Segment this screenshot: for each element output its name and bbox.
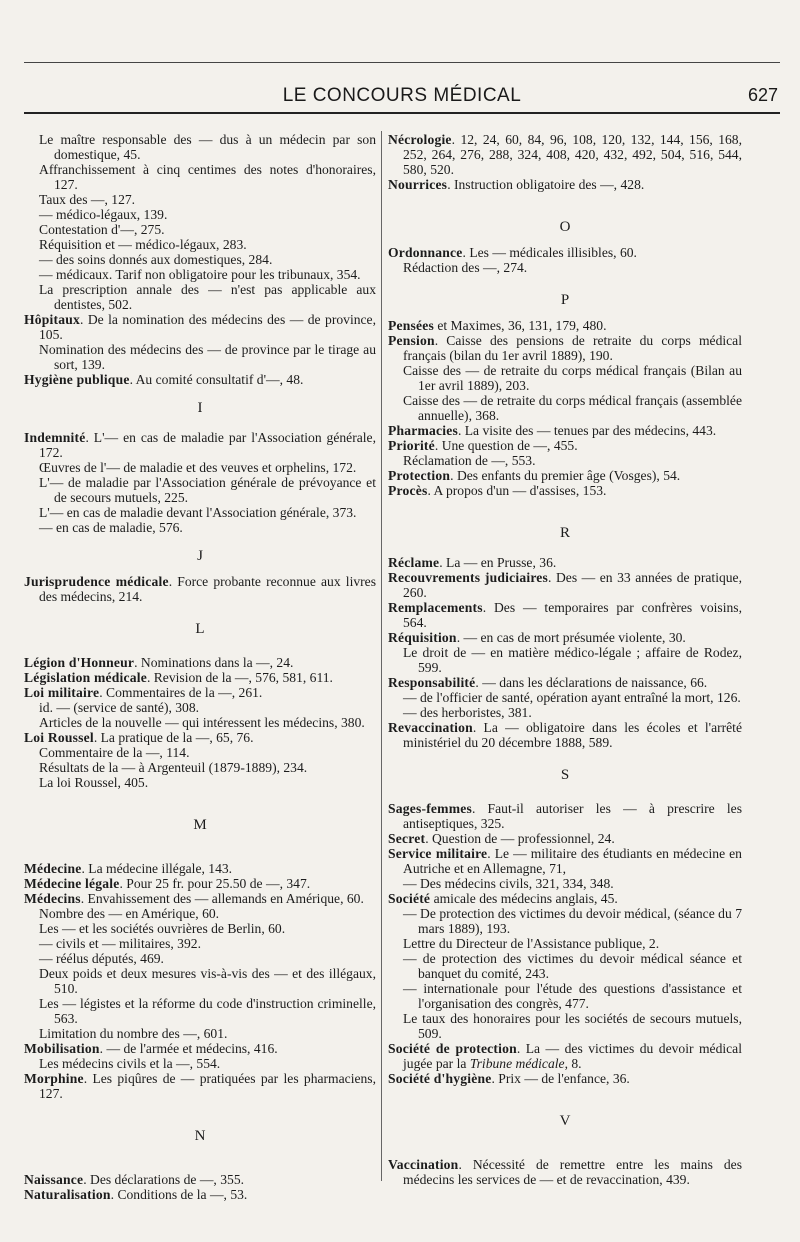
index-entry-pharmacies xyxy=(388,423,742,438)
entry-heading: Hôpitaux xyxy=(24,312,80,327)
entry-text: . De la nomination des médecins des — de province, 105. xyxy=(39,312,376,342)
entry-text: amicale des médecins anglais, 45. xyxy=(430,891,618,906)
index-entry-legion xyxy=(24,655,376,670)
entry-text: . Envahissement des — allemands en Amérique, 60. xyxy=(80,891,364,906)
index-subentry: Nomination des médecins des — de province par le tirage au sort, 139. xyxy=(39,342,376,372)
index-subentry: — des soins donnés aux domestiques, 284. xyxy=(39,252,273,267)
entry-text: . Question de — professionnel, 24. xyxy=(425,831,615,846)
index-subentry: — réélus députés, 469. xyxy=(39,951,164,966)
index-entry-requisition xyxy=(388,630,742,645)
index-subentry: Les — légistes et la réforme du code d'instruction criminelle, 563. xyxy=(39,996,376,1026)
entry-text: . — en cas de mort présumée violente, 30. xyxy=(456,630,686,645)
index-subentry: — de protection des victimes du devoir médical séance et banquet du comité, 243. xyxy=(403,951,742,981)
index-entry-hopitaux xyxy=(24,312,376,342)
index-entry-necrologie xyxy=(388,132,742,177)
index-subentry: La loi Roussel, 405. xyxy=(39,775,149,790)
left-column xyxy=(24,132,376,1202)
index-subentry: — en cas de maladie, 576. xyxy=(39,520,183,535)
entry-text: . A propos d'un — d'assises, 153. xyxy=(427,483,607,498)
section-letter-s: S xyxy=(560,767,570,783)
entry-heading: Procès xyxy=(388,483,428,498)
index-subentry: L'— en cas de maladie devant l'Association générale, 373. xyxy=(39,505,357,520)
index-subentry: L'— de maladie par l'Association générale de prévoyance et de secours mutuels, 225. xyxy=(39,475,376,505)
index-entry-naturalisation xyxy=(24,1187,376,1202)
running-title: LE CONCOURS MÉDICAL xyxy=(282,85,522,106)
entry-text: . Le — militaire des étudiants en médecine en Autriche et en Allemagne, 71, xyxy=(403,846,742,876)
entry-text: . Des — temporaires par confrères voisins, 564. xyxy=(403,600,742,630)
section-letter-l: L xyxy=(195,621,205,637)
index-subentry: Lettre du Directeur de l'Assistance publique, 2. xyxy=(403,936,660,951)
index-subentry: Réclamation de —, 553. xyxy=(403,453,536,468)
entry-heading: Indemnité xyxy=(24,430,86,445)
entry-text: . La médecine illégale, 143. xyxy=(81,861,233,876)
entry-heading: Légion d'Honneur xyxy=(24,655,135,670)
entry-text: . Des enfants du premier âge (Vosges), 54. xyxy=(450,468,681,483)
index-entry-secret xyxy=(388,831,742,846)
index-entry-revaccination xyxy=(388,720,742,750)
entry-text-tail: , 8. xyxy=(564,1056,582,1071)
index-entry-service-militaire xyxy=(388,846,742,876)
entry-heading: Recouvrements judiciaires xyxy=(388,570,549,585)
entry-text: . Des déclarations de —, 355. xyxy=(83,1172,245,1187)
entry-heading: Revaccination xyxy=(388,720,473,735)
entry-text: . L'— en cas de maladie par l'Association générale, 172. xyxy=(39,430,376,460)
entry-text: . Prix — de l'enfance, 36. xyxy=(491,1071,630,1086)
index-entry-loi-militaire xyxy=(24,685,376,700)
entry-heading: Remplacements xyxy=(388,600,483,615)
index-subentry: — médicaux. Tarif non obligatoire pour les tribunaux, 354. xyxy=(39,267,361,282)
section-letter-p: P xyxy=(560,292,570,308)
index-subentry: Affranchissement à cinq centimes des notes d'honoraires, 127. xyxy=(39,162,376,192)
entry-heading: Médecine xyxy=(24,861,82,876)
index-entry-morphine xyxy=(24,1071,376,1101)
entry-heading: Naissance xyxy=(24,1172,84,1187)
entry-heading: Médecine légale xyxy=(24,876,120,891)
entry-text: . Une question de —, 455. xyxy=(434,438,578,453)
entry-text: . Des — en 33 années de pratique, 260. xyxy=(403,570,742,600)
index-subentry: Taux des —, 127. xyxy=(39,192,136,207)
index-entry-societe-hygiene xyxy=(388,1071,742,1086)
index-subentry: — De protection des victimes du devoir médical, (séance du 7 mars 1889), 193. xyxy=(403,906,742,936)
index-entry-priorite xyxy=(388,438,742,453)
index-entry-ordonnance xyxy=(388,245,742,260)
index-entry-indemnite xyxy=(24,430,376,460)
index-entry-mobilisation xyxy=(24,1041,376,1056)
entry-text: . Les piqûres de — pratiquées par les pharmaciens, 127. xyxy=(39,1071,376,1101)
entry-heading: Vaccination xyxy=(388,1157,459,1172)
index-subentry: Deux poids et deux mesures vis-à-vis des — et des illégaux, 510. xyxy=(39,966,376,996)
index-entry-remplacements xyxy=(388,600,742,630)
section-letter-o: O xyxy=(559,219,571,235)
section-letter-j: J xyxy=(197,548,203,564)
entry-heading: Pharmacies xyxy=(388,423,458,438)
entry-text: . Au comité consultatif d'—, 48. xyxy=(129,372,304,387)
entry-heading: Pension xyxy=(388,333,435,348)
entry-heading: Ordonnance xyxy=(388,245,463,260)
entry-heading: Nourrices xyxy=(388,177,448,192)
entry-text: . — de l'armée et médecins, 416. xyxy=(99,1041,278,1056)
index-subentry: Rédaction des —, 274. xyxy=(403,260,528,275)
entry-heading: Réquisition xyxy=(388,630,457,645)
index-entry-jurisprudence xyxy=(24,574,376,604)
entry-text: . La — obligatoire dans les écoles et l'arrêté ministériel du 20 décembre 1888, 589. xyxy=(403,720,742,750)
entry-text: et Maximes, 36, 131, 179, 480. xyxy=(433,318,607,333)
index-subentry: Caisse des — de retraite du corps médical français (Bilan au 1er avril 1889), 203. xyxy=(403,363,742,393)
section-letter-i: I xyxy=(197,400,203,416)
index-entry-reclame xyxy=(388,555,742,570)
index-entry-recouvrements xyxy=(388,570,742,600)
entry-heading: Sages-femmes xyxy=(388,801,472,816)
entry-heading: Société de protection xyxy=(388,1041,517,1056)
entry-heading: Médecins xyxy=(24,891,81,906)
index-entry-protection xyxy=(388,468,742,483)
index-entry-sages-femmes xyxy=(388,801,742,831)
entry-text: . Conditions de la —, 53. xyxy=(110,1187,248,1202)
entry-text: . Caisse des pensions de retraite du corps médical français (bilan du 1er avril 1889), 190. xyxy=(403,333,742,363)
entry-text: . — dans les déclarations de naissance, 66. xyxy=(475,675,708,690)
index-subentry: Articles de la nouvelle — qui intéressent les médecins, 380. xyxy=(39,715,365,730)
entry-italic-title: Tribune médicale xyxy=(469,1056,565,1071)
entry-heading: Loi Roussel xyxy=(24,730,94,745)
index-subentry: Nombre des — en Amérique, 60. xyxy=(39,906,220,921)
entry-text: . La visite des — tenues par des médecins, 443. xyxy=(457,423,717,438)
index-entry-societe-protection xyxy=(388,1041,742,1071)
index-subentry: La prescription annale des — n'est pas applicable aux dentistes, 502. xyxy=(39,282,376,312)
page-header xyxy=(24,84,780,114)
entry-text: . Faut-il autoriser les — à prescrire les antiseptiques, 325. xyxy=(403,801,742,831)
entry-text: . Pour 25 fr. pour 25.50 de —, 347. xyxy=(119,876,311,891)
entry-heading: Morphine xyxy=(24,1071,84,1086)
index-subentry: Contestation d'—, 275. xyxy=(39,222,165,237)
index-entry-pension xyxy=(388,333,742,363)
entry-heading: Législation médicale xyxy=(24,670,147,685)
section-letter-n: N xyxy=(194,1128,206,1144)
index-subentry: — des herboristes, 381. xyxy=(403,705,532,720)
index-entry-medecine xyxy=(24,861,376,876)
entry-heading: Société d'hygiène xyxy=(388,1071,492,1086)
index-subentry: — Des médecins civils, 321, 334, 348. xyxy=(403,876,614,891)
index-subentry: Les — et les sociétés ouvrières de Berlin, 60. xyxy=(39,921,286,936)
entry-heading: Hygiène publique xyxy=(24,372,130,387)
entry-text: . Nominations dans la —, 24. xyxy=(134,655,294,670)
entry-heading: Service militaire xyxy=(388,846,488,861)
entry-text: . La — des victimes du devoir médical jugée par la xyxy=(403,1041,742,1071)
index-entry-hygiene xyxy=(24,372,376,387)
index-entry-responsabilite xyxy=(388,675,742,690)
entry-text: . Instruction obligatoire des —, 428. xyxy=(447,177,645,192)
index-subentry: — de l'officier de santé, opération ayant entraîné la mort, 126. xyxy=(403,690,741,705)
index-subentry: Les médecins civils et la —, 554. xyxy=(39,1056,221,1071)
entry-text: . Revision de la —, 576, 581, 611. xyxy=(146,670,333,685)
entry-heading: Responsabilité xyxy=(388,675,476,690)
column-divider xyxy=(381,131,382,1181)
entry-text: . Force probante reconnue aux livres des médecins, 214. xyxy=(39,574,376,604)
index-subentry: Réquisition et — médico-légaux, 283. xyxy=(39,237,247,252)
index-subentry: — médico-légaux, 139. xyxy=(39,207,168,222)
entry-heading: Réclame xyxy=(388,555,440,570)
entry-text: . Les — médicales illisibles, 60. xyxy=(462,245,637,260)
index-subentry: id. — (service de santé), 308. xyxy=(39,700,200,715)
entry-text: . Nécessité de remettre entre les mains des médecins les services de — et de revaccination, 439. xyxy=(403,1157,742,1187)
entry-text: . Commentaires de la —, 261. xyxy=(99,685,263,700)
index-entry-pensees xyxy=(388,318,742,333)
entry-text: . 12, 24, 60, 84, 96, 108, 120, 132, 144, 156, 168, 252, 264, 276, 288, 324, 408, 420, 432, 492, 504, 516, 544, 580, 520. xyxy=(403,132,742,177)
top-border-line xyxy=(24,62,780,63)
index-subentry: — internationale pour l'étude des questions d'assistance et l'organisation des congrès, 477. xyxy=(403,981,742,1011)
index-subentry: Résultats de la — à Argenteuil (1879-1889), 234. xyxy=(39,760,308,775)
index-entry-nourrices xyxy=(388,177,742,192)
index-entry-medecine-legale xyxy=(24,876,376,891)
entry-heading: Nécrologie xyxy=(388,132,452,147)
index-subentry: — civils et — militaires, 392. xyxy=(39,936,201,951)
index-subentry: Le maître responsable des — dus à un médecin par son domestique, 45. xyxy=(39,132,376,162)
section-letter-v: V xyxy=(559,1113,571,1129)
entry-heading: Société xyxy=(388,891,431,906)
right-column xyxy=(388,132,742,1187)
index-subentry: Le taux des honoraires pour les sociétés de secours mutuels, 509. xyxy=(403,1011,742,1041)
entry-heading: Mobilisation xyxy=(24,1041,100,1056)
index-entry-naissance xyxy=(24,1172,376,1187)
index-subentry: Caisse des — de retraite du corps médical français (assemblée annuelle), 368. xyxy=(403,393,742,423)
index-entry-medecins xyxy=(24,891,376,906)
entry-text: . La — en Prusse, 36. xyxy=(439,555,557,570)
section-letter-r: R xyxy=(559,525,570,541)
index-entry-proces xyxy=(388,483,742,498)
entry-text: . La pratique de la —, 65, 76. xyxy=(93,730,254,745)
entry-heading: Loi militaire xyxy=(24,685,100,700)
index-entry-vaccination xyxy=(388,1157,742,1187)
index-subentry: Le droit de — en matière médico-légale ; affaire de Rodez, 599. xyxy=(403,645,742,675)
entry-heading: Pensées xyxy=(388,318,434,333)
entry-heading: Priorité xyxy=(388,438,435,453)
entry-heading: Naturalisation xyxy=(24,1187,111,1202)
index-entry-loi-roussel xyxy=(24,730,376,745)
index-entry-societe xyxy=(388,891,742,906)
entry-heading: Secret xyxy=(388,831,426,846)
index-subentry: Œuvres de l'— de maladie et des veuves et orphelins, 172. xyxy=(39,460,357,475)
index-subentry: Commentaire de la —, 114. xyxy=(39,745,190,760)
index-subentry: Limitation du nombre des —, 601. xyxy=(39,1026,228,1041)
section-letter-m: M xyxy=(193,817,207,833)
entry-heading: Protection xyxy=(388,468,451,483)
index-entry-legislation xyxy=(24,670,376,685)
entry-heading: Jurisprudence médicale xyxy=(24,574,169,589)
page-number: 627 xyxy=(747,85,778,105)
